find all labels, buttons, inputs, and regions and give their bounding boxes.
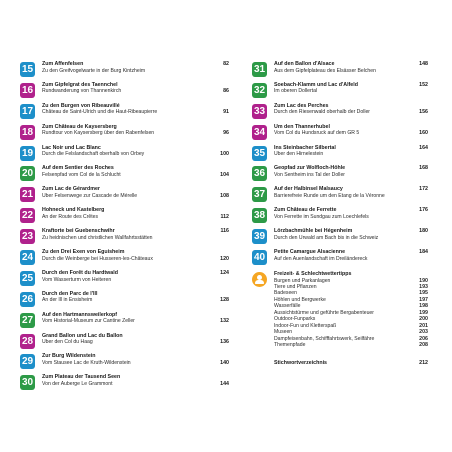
toc-entry[interactable] bbox=[252, 145, 428, 166]
toc-entry[interactable] bbox=[20, 249, 229, 270]
toc-entry-text bbox=[42, 291, 229, 304]
toc-right-entries bbox=[252, 61, 428, 270]
page-number: 176 bbox=[419, 207, 428, 214]
toc-entry[interactable] bbox=[252, 165, 428, 186]
page-number: 144 bbox=[220, 380, 229, 387]
page-number: 168 bbox=[419, 165, 428, 172]
page-number: 120 bbox=[220, 255, 229, 262]
tour-title: Zum Lac des Perches bbox=[274, 102, 329, 109]
tour-title: Zur Burg Wildenstein bbox=[42, 353, 96, 360]
leisure-tip-label: Themenpfade bbox=[274, 342, 306, 349]
toc-entry-text bbox=[42, 207, 229, 220]
tour-title: Hohneck und Kastelberg bbox=[42, 207, 105, 214]
tour-number-badge: 34 bbox=[253, 126, 266, 138]
page-number: 190 bbox=[419, 277, 428, 284]
toc-entry[interactable] bbox=[20, 61, 229, 82]
tour-number-badge: 29 bbox=[21, 356, 34, 368]
tour-title: Zu den Drei Exen von Eguisheim bbox=[42, 249, 125, 256]
toc-entry[interactable] bbox=[20, 333, 229, 354]
tour-number-badge: 24 bbox=[21, 252, 34, 264]
tour-subtitle: Von Sentheim ins Tal der Doller bbox=[274, 172, 345, 179]
toc-entry-text bbox=[274, 207, 428, 220]
tour-subtitle: Vom Wasserturm von Heiteren bbox=[42, 276, 112, 283]
tour-subtitle: Über den Hirnelestein bbox=[274, 151, 324, 158]
toc-entry-text bbox=[42, 124, 229, 137]
page-number: 91 bbox=[223, 109, 229, 116]
page-number: 124 bbox=[220, 269, 229, 276]
page-number: 160 bbox=[419, 130, 428, 137]
tour-title: Zum Plateau der Tausend Seen bbox=[42, 374, 121, 381]
tour-title: Zum Lac de Gérardmer bbox=[42, 186, 100, 193]
page-number: 100 bbox=[220, 151, 229, 158]
toc-entry[interactable] bbox=[20, 270, 229, 291]
toc-entry[interactable] bbox=[252, 186, 428, 207]
tour-subtitle: Vom Historial-Museum zur Cantine Zeller bbox=[42, 318, 135, 325]
tour-title: Durch den Forêt du Hardtwald bbox=[42, 269, 118, 276]
tour-number-badge: 36 bbox=[253, 168, 266, 180]
tour-number-badge: 17 bbox=[21, 105, 34, 117]
tour-subtitle: An der Ill in Ensisheim bbox=[42, 297, 93, 304]
tour-title: Zum Château de Ferrette bbox=[274, 207, 337, 214]
tour-subtitle: An der Route des Crêtes bbox=[42, 213, 99, 220]
tour-number-badge: 32 bbox=[253, 84, 266, 96]
page-number: 193 bbox=[419, 283, 428, 290]
page-number: 206 bbox=[419, 335, 428, 342]
tour-number-badge: 26 bbox=[21, 293, 34, 305]
toc-entry-text bbox=[42, 312, 229, 325]
tour-number-badge: 18 bbox=[21, 126, 34, 138]
toc-entry-text bbox=[42, 103, 229, 116]
page-number: 112 bbox=[220, 213, 229, 220]
toc-entry[interactable] bbox=[20, 374, 229, 395]
toc-entry-text bbox=[42, 186, 229, 199]
tour-number-badge: 15 bbox=[21, 64, 34, 75]
page-number: 201 bbox=[419, 322, 428, 329]
page-number: 116 bbox=[220, 228, 229, 235]
tour-title: Zum Gipfelgrat des Taennchel bbox=[42, 81, 118, 88]
leisure-tip-label: Tiere und Pflanzen bbox=[274, 283, 317, 290]
page-number: 184 bbox=[419, 249, 428, 256]
tour-number-badge: 19 bbox=[21, 147, 34, 159]
tour-title: Petite Camargue Alsacienne bbox=[274, 249, 346, 256]
toc-entry-text bbox=[274, 103, 428, 116]
tour-number-badge: 20 bbox=[21, 168, 34, 180]
tour-subtitle: Zu heidnischen und christlichen Wallfahrtsstätten bbox=[42, 234, 153, 241]
toc-entry[interactable] bbox=[20, 312, 229, 333]
toc-entry-text bbox=[42, 353, 229, 366]
leisure-tip-item[interactable] bbox=[274, 342, 428, 348]
leisure-tip-label: Outdoor-Funparks bbox=[274, 316, 316, 323]
toc-entry[interactable] bbox=[20, 353, 229, 374]
toc-entry[interactable] bbox=[252, 124, 428, 145]
tour-subtitle: Durch die Weinberge bei Husseren-les-Châteaux bbox=[42, 255, 153, 262]
toc-entry[interactable] bbox=[252, 228, 428, 249]
toc-entry-text bbox=[274, 228, 428, 241]
leisure-tip-label: Wasserfälle bbox=[274, 303, 301, 310]
leisure-tips-list bbox=[274, 278, 428, 349]
page-number: 197 bbox=[419, 296, 428, 303]
toc-entry-text bbox=[42, 270, 229, 283]
tour-number-badge: 25 bbox=[21, 272, 34, 284]
tour-subtitle: Durch den Riesenwald oberhalb der Doller bbox=[274, 109, 370, 116]
toc-column-left bbox=[20, 61, 229, 395]
tour-number-badge: 23 bbox=[21, 231, 34, 243]
keyword-index-page: 212 bbox=[419, 360, 428, 367]
toc-entry-text bbox=[42, 61, 229, 74]
leisure-tip-label: Badeseen bbox=[274, 290, 297, 297]
tour-title: Zum Château de Kaysersberg bbox=[42, 123, 117, 130]
page-number: 136 bbox=[220, 339, 229, 346]
keyword-index-entry[interactable] bbox=[252, 360, 428, 367]
tour-number-badge: 30 bbox=[21, 377, 34, 389]
family-info-icon bbox=[252, 272, 267, 287]
toc-entry[interactable] bbox=[20, 207, 229, 228]
toc-entry[interactable] bbox=[20, 228, 229, 249]
toc-entry[interactable] bbox=[20, 186, 229, 207]
toc-entry[interactable] bbox=[20, 82, 229, 103]
leisure-tip-label: Museen bbox=[274, 329, 293, 336]
page-number: 128 bbox=[220, 297, 229, 304]
page-number: 152 bbox=[419, 81, 428, 88]
tour-title: Zum Affenfelsen bbox=[42, 61, 84, 67]
tour-number-badge: 39 bbox=[253, 231, 266, 243]
toc-entry[interactable] bbox=[20, 291, 229, 312]
keyword-index-title: Stichwortverzeichnis bbox=[274, 360, 327, 367]
toc-entry[interactable] bbox=[20, 165, 229, 186]
tour-title: Ins Steinbacher Silbertal bbox=[274, 144, 336, 151]
page-number: 198 bbox=[419, 303, 428, 310]
toc-entry-text bbox=[274, 186, 428, 199]
tour-title: Grand Ballon und Lac du Ballon bbox=[42, 332, 123, 339]
tour-subtitle: Auf den Auenlandschaft im Dreiländereck bbox=[274, 255, 368, 262]
tour-title: Lac Noir und Lac Blanc bbox=[42, 144, 101, 151]
toc-entry-text bbox=[274, 61, 428, 74]
tour-number-badge: 22 bbox=[21, 210, 34, 222]
tour-subtitle: Rundtour von Kaysersberg über den Rabenfelsen bbox=[42, 130, 155, 137]
tour-number-badge: 33 bbox=[253, 105, 266, 117]
toc-entry-text bbox=[42, 374, 229, 387]
page-number: 148 bbox=[419, 61, 428, 67]
page-number: 195 bbox=[419, 290, 428, 297]
toc-entry-text bbox=[42, 333, 229, 346]
leisure-tips-title: Freizeit- & Schlechtwettertipps bbox=[274, 270, 352, 277]
page-number: 86 bbox=[223, 88, 229, 95]
toc-entry-text bbox=[274, 145, 428, 158]
tour-subtitle: Von der Auberge Le Grammont bbox=[42, 380, 113, 387]
tour-subtitle: Über den Col du Haag bbox=[42, 339, 93, 346]
tour-title: Geopfad zur Wolfloch-Höhle bbox=[274, 165, 346, 172]
page-number: 108 bbox=[220, 192, 229, 199]
tour-number-badge: 28 bbox=[21, 335, 34, 347]
leisure-tip-label: Indoor-Fun und Kletterspaß bbox=[274, 322, 337, 329]
tour-title: Auf den Ballon d'Alsace bbox=[274, 61, 335, 67]
leisure-tips-text bbox=[274, 271, 428, 349]
tour-title: Zu den Burgen von Ribeauvillé bbox=[42, 102, 120, 109]
toc-column-right bbox=[252, 61, 428, 367]
tour-number-badge: 27 bbox=[21, 314, 34, 326]
toc-entry[interactable] bbox=[20, 145, 229, 166]
tour-subtitle: Rundwanderung von Thannenkirch bbox=[42, 88, 122, 95]
page-number: 208 bbox=[419, 342, 428, 349]
leisure-tip-label: Höhlen und Bergwerke bbox=[274, 296, 326, 303]
tour-number-badge: 21 bbox=[21, 189, 34, 201]
page-number: 82 bbox=[223, 61, 229, 67]
toc-entry-text bbox=[42, 145, 229, 158]
tour-subtitle: Durch den Urwald am Bach bis in die Schweiz bbox=[274, 234, 379, 241]
tour-subtitle: Im oberen Dollertal bbox=[274, 88, 318, 95]
page-number: 180 bbox=[419, 228, 428, 235]
page-number: 164 bbox=[419, 144, 428, 151]
tour-subtitle: Zu den Greifvogelwarte in der Burg Kintzheim bbox=[42, 67, 146, 74]
tour-number-badge: 31 bbox=[253, 64, 266, 75]
tour-title: Soebach-Klamm und Lac d'Alfeld bbox=[274, 81, 358, 88]
tour-subtitle: Von Ferrette im Sundgau zum Loechlefels bbox=[274, 213, 369, 220]
tour-subtitle: Vom Stausee Lac de Kruth-Wildenstein bbox=[42, 360, 131, 367]
toc-entry[interactable] bbox=[252, 207, 428, 228]
tour-number-badge: 35 bbox=[253, 147, 266, 159]
tour-title: Lörzbachmühle bei Hégenheim bbox=[274, 228, 353, 235]
toc-entry[interactable] bbox=[252, 249, 428, 270]
tour-title: Auf dem Sentier des Roches bbox=[42, 165, 114, 172]
toc-entry[interactable] bbox=[252, 103, 428, 124]
toc-entry-text bbox=[274, 249, 428, 262]
tour-subtitle: Felsenpfad vom Col de la Schlucht bbox=[42, 172, 121, 179]
tour-title: Um den Thannerhubel bbox=[274, 123, 330, 130]
page-number: 156 bbox=[419, 109, 428, 116]
tour-number-badge: 37 bbox=[253, 189, 266, 201]
toc-entry-text bbox=[42, 249, 229, 262]
page-number: 104 bbox=[220, 172, 229, 179]
leisure-tip-label: Burgen und Parkanlagen bbox=[274, 277, 331, 284]
tour-number-badge: 38 bbox=[253, 210, 266, 222]
toc-entry[interactable] bbox=[20, 103, 229, 124]
page-number: 172 bbox=[419, 186, 428, 193]
toc-entry-text bbox=[274, 124, 428, 137]
tour-title: Auf den Hartmannsweilerkopf bbox=[42, 311, 118, 318]
toc-entry-text bbox=[42, 228, 229, 241]
tour-subtitle: Barrierefreie Runde um den Étang de la Véronne bbox=[274, 192, 385, 199]
tour-subtitle: Über Felsenwege zur Cascade de Mérelle bbox=[42, 192, 138, 199]
toc-entry-text bbox=[42, 165, 229, 178]
tour-number-badge: 16 bbox=[21, 84, 34, 96]
page-number: 140 bbox=[220, 360, 229, 367]
page-number: 96 bbox=[223, 130, 229, 137]
toc-entry-text bbox=[42, 82, 229, 95]
tour-title: Auf der Halbinsel Malsaucy bbox=[274, 186, 343, 193]
tour-subtitle: Aus dem Gipfelplateau des Elsässer Belchen bbox=[274, 67, 376, 74]
page-number: 200 bbox=[419, 316, 428, 323]
toc-entry[interactable] bbox=[20, 124, 229, 145]
toc-entry[interactable] bbox=[252, 61, 428, 82]
toc-entry[interactable] bbox=[252, 82, 428, 103]
page-number: 203 bbox=[419, 329, 428, 336]
toc-entry-text bbox=[274, 165, 428, 178]
page-number: 199 bbox=[419, 309, 428, 316]
page-number: 132 bbox=[220, 318, 229, 325]
toc-entry-text bbox=[274, 82, 428, 95]
leisure-tip-label: Aussichtstürme und geführte Bergabenteuer bbox=[274, 309, 374, 316]
tour-title: Durch den Parc de l'Ill bbox=[42, 290, 98, 297]
tour-number-badge: 40 bbox=[253, 252, 266, 264]
leisure-tip-label: Dampfeisenbahn, Schifffahrtswerk, Seilfähre bbox=[274, 335, 375, 342]
tour-subtitle: Durch die Felslandschaft oberhalb von Orbey bbox=[42, 151, 145, 158]
leisure-tips-section[interactable] bbox=[252, 271, 428, 349]
tour-title: Kraftorte bei Guebenschwihr bbox=[42, 228, 115, 235]
tour-subtitle: Château de Saint-Ulrich und die Haut-Ribeaupierre bbox=[42, 109, 158, 116]
tour-subtitle: Vom Col du Hundsruck auf dem GR 5 bbox=[274, 130, 360, 137]
